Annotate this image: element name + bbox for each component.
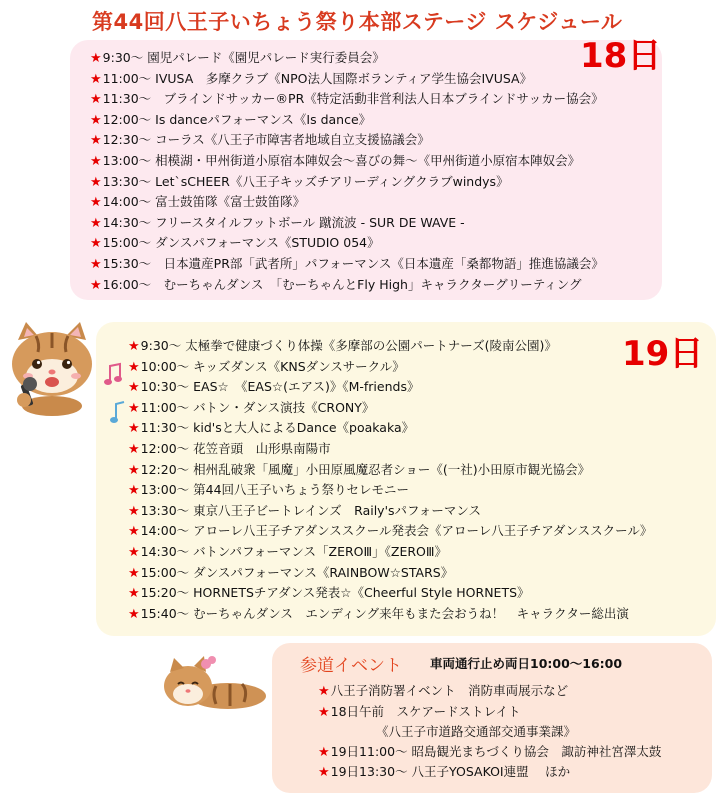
event-item-text: 八王子消防署イベント 消防車両展示など bbox=[330, 683, 569, 698]
page-title: 第44回八王子いちょう祭り本部ステージ スケジュール bbox=[92, 10, 623, 34]
day19-schedule-item-text: 14:30～ バトンパフォーマンス「ZEROⅢ」《ZEROⅢ》 bbox=[140, 543, 447, 559]
day18-schedule-item-text: 13:30～ Let`sCHEER《八王子キッズチアリーディングクラブwindys》 bbox=[102, 173, 509, 189]
day18-schedule-item bbox=[90, 69, 604, 90]
event-item-text: 《八王子市道路交通部交通事業課》 bbox=[376, 724, 577, 739]
star-icon: ★ bbox=[90, 195, 102, 211]
day19-schedule-item bbox=[128, 480, 652, 501]
star-icon: ★ bbox=[318, 684, 330, 699]
day19-label: 19日 bbox=[622, 334, 704, 374]
star-icon: ★ bbox=[90, 51, 102, 66]
event-item bbox=[318, 722, 661, 742]
star-icon: ★ bbox=[128, 462, 140, 478]
star-icon: ★ bbox=[90, 112, 102, 128]
day18-schedule-item-text: 12:30～ コーラス《八王子市障害者地域自立支援協議会》 bbox=[102, 132, 430, 148]
day19-schedule-item bbox=[128, 439, 652, 460]
day19-schedule-item-text: 15:20～ HORNETSチアダンス発表☆《Cheerful Style HORNETS》 bbox=[140, 585, 530, 601]
day19-schedule-item-text: 11:30～ kid'sと大人によるDance《poakaka》 bbox=[140, 420, 415, 436]
day18-schedule-item bbox=[90, 172, 604, 193]
day18-schedule-item-text: 12:00～ Is danceパフォーマンス《Is dance》 bbox=[102, 111, 372, 127]
day18-schedule-item bbox=[90, 213, 604, 234]
star-icon: ★ bbox=[90, 277, 102, 293]
day19-schedule-item bbox=[128, 583, 652, 604]
star-icon: ★ bbox=[318, 704, 330, 720]
day19-schedule-item-text: 11:00～ バトン・ダンス演技《CRONY》 bbox=[140, 399, 375, 415]
day19-schedule-item-text: 14:00～ アローレ八王子チアダンススクール発表会《アローレ八王子チアダンススクール》 bbox=[140, 523, 653, 539]
star-icon: ★ bbox=[128, 441, 140, 457]
star-icon: ★ bbox=[90, 153, 102, 169]
star-icon: ★ bbox=[128, 421, 140, 437]
day18-schedule-item-text: 16:00～ むーちゃんダンス 「むーちゃんとFly High」キャラクターグリーティング bbox=[102, 276, 582, 292]
star-icon: ★ bbox=[90, 256, 102, 272]
star-icon: ★ bbox=[128, 544, 140, 560]
star-icon: ★ bbox=[128, 359, 140, 375]
day18-schedule-item-text: 11:00～ IVUSA 多摩クラブ《NPO法人国際ボランティア学生協会IVUSA》 bbox=[102, 70, 533, 86]
day18-schedule-item-text: 15:00～ ダンスパフォーマンス《STUDIO 054》 bbox=[102, 235, 380, 251]
events-list bbox=[318, 681, 661, 783]
star-icon: ★ bbox=[128, 565, 140, 581]
event-item-text: 19日13:30～ 八王子YOSAKOI連盟 ほか bbox=[330, 764, 571, 779]
star-icon: ★ bbox=[128, 400, 140, 416]
day19-schedule-item-text: 10:30～ EAS☆ 《EAS☆(エアス)》《M-friends》 bbox=[140, 379, 420, 395]
star-icon: ★ bbox=[128, 339, 140, 354]
star-icon: ★ bbox=[90, 133, 102, 149]
day18-schedule-item bbox=[90, 110, 604, 131]
event-item bbox=[318, 681, 661, 702]
day18-schedule-item bbox=[90, 275, 604, 296]
day19-schedule-item bbox=[128, 604, 652, 625]
day19-schedule-item-text: 9:30～ 太極拳で健康づくり体操《多摩部の公園パートナーズ(陵南公園)》 bbox=[140, 338, 557, 353]
day19-schedule-item-text: 15:40～ むーちゃんダンス エンディング来年もまた会おうね！ キャラクター総出演 bbox=[140, 605, 629, 621]
music-notes-icon bbox=[102, 362, 130, 432]
day18-schedule-item-text: 9:30～ 園児パレード《園児パレード実行委員会》 bbox=[102, 50, 385, 65]
day19-schedule-item bbox=[128, 377, 652, 398]
star-icon: ★ bbox=[128, 606, 140, 622]
day18-schedule-item bbox=[90, 89, 604, 110]
cats-lying-icon bbox=[158, 650, 270, 714]
day18-schedule-item bbox=[90, 130, 604, 151]
day18-schedule-item bbox=[90, 192, 604, 213]
day19-schedule-item-text: 15:00～ ダンスパフォーマンス《RAINBOW☆STARS》 bbox=[140, 564, 454, 580]
day18-label: 18日 bbox=[580, 36, 662, 76]
day19-schedule-item bbox=[128, 357, 652, 378]
day18-schedule-item-text: 11:30～ ブラインドサッカー®PR《特定活動非営利法人日本ブラインドサッカー協会》 bbox=[102, 91, 604, 107]
day18-schedule-item bbox=[90, 151, 604, 172]
star-icon: ★ bbox=[128, 380, 140, 396]
day18-schedule-item bbox=[90, 233, 604, 254]
day18-schedule-item-text: 15:30～ 日本遺産PR部「武者所」パフォーマンス《日本遺産「桑都物語」推進協議会》 bbox=[102, 255, 604, 271]
star-icon: ★ bbox=[128, 483, 140, 499]
event-item bbox=[318, 762, 661, 783]
event-item bbox=[318, 702, 661, 723]
day19-schedule-item bbox=[128, 521, 652, 542]
day18-schedule-item-text: 14:30～ フリースタイルフットボール 蹴流波 - SUR DE WAVE - bbox=[102, 214, 465, 230]
day19-schedule-item bbox=[128, 398, 652, 419]
star-icon: ★ bbox=[318, 744, 330, 760]
day18-schedule-item-text: 13:00～ 相模湖・甲州街道小原宿本陣奴会～喜びの舞～《甲州街道小原宿本陣奴会》 bbox=[102, 152, 581, 168]
star-icon: ★ bbox=[128, 586, 140, 602]
events-title: 参道イベント bbox=[300, 656, 402, 676]
day19-schedule-item bbox=[128, 501, 652, 522]
star-icon: ★ bbox=[90, 92, 102, 108]
day19-schedule bbox=[128, 336, 652, 624]
event-item-text: 19日11:00～ 昭島観光まちづくり協会 諏訪神社宮澤太鼓 bbox=[330, 743, 662, 759]
day19-schedule-item bbox=[128, 336, 652, 357]
star-icon: ★ bbox=[318, 765, 330, 780]
day19-schedule-item-text: 10:00～ キッズダンス《KNSダンスサークル》 bbox=[140, 358, 405, 374]
road-closure-note: 車両通行止め両日10:00～16:00 bbox=[430, 656, 623, 671]
event-item bbox=[318, 742, 661, 763]
day19-schedule-item-text: 12:00～ 花笠音頭 山形県南陽市 bbox=[140, 440, 331, 456]
day18-schedule bbox=[90, 48, 604, 295]
event-item-text: 18日午前 スケアードストレイト bbox=[330, 703, 521, 719]
day19-schedule-item-text: 13:30～ 東京八王子ビートレインズ Raily'sパフォーマンス bbox=[140, 502, 482, 518]
day19-schedule-item-text: 13:00～ 第44回八王子いちょう祭りセレモニー bbox=[140, 482, 410, 498]
day19-schedule-item bbox=[128, 542, 652, 563]
day19-schedule-item bbox=[128, 460, 652, 481]
day18-schedule-item-text: 14:00～ 富士鼓笛隊《富士鼓笛隊》 bbox=[102, 194, 306, 210]
star-icon: ★ bbox=[90, 174, 102, 190]
star-icon: ★ bbox=[90, 215, 102, 231]
day18-schedule-item bbox=[90, 48, 604, 69]
star-icon: ★ bbox=[90, 71, 102, 87]
star-icon: ★ bbox=[128, 503, 140, 519]
day19-schedule-item bbox=[128, 563, 652, 584]
day19-schedule-item-text: 12:20～ 相州乱破衆「風魔」小田原風魔忍者ショー《(一社)小田原市観光協会》 bbox=[140, 461, 591, 477]
star-icon: ★ bbox=[128, 524, 140, 540]
day19-schedule-item bbox=[128, 418, 652, 439]
star-icon: ★ bbox=[90, 236, 102, 252]
day18-schedule-item bbox=[90, 254, 604, 275]
